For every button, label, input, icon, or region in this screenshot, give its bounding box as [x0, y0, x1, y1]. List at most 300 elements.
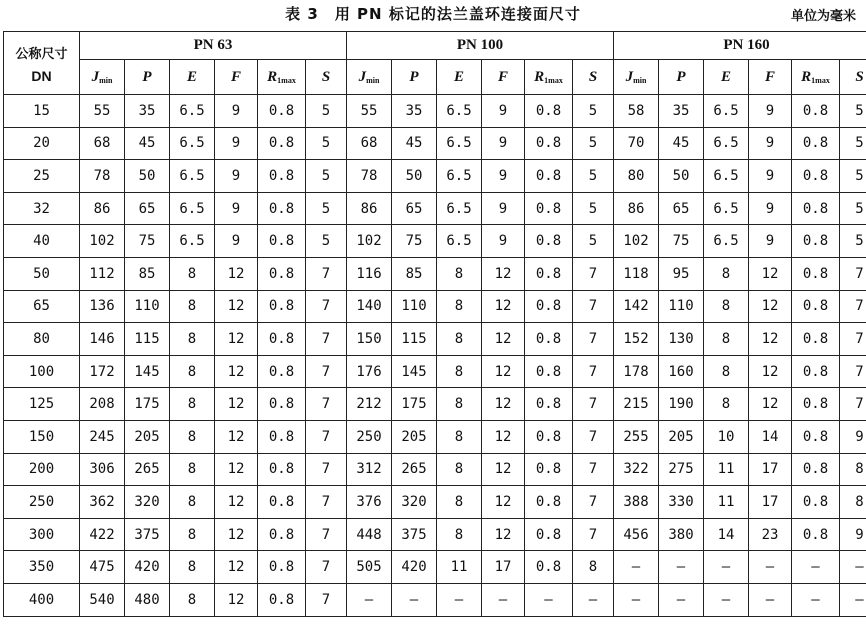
value-cell: 376: [347, 486, 392, 519]
dn-cell: 300: [4, 518, 80, 551]
value-cell: 110: [392, 290, 437, 323]
column-header-p-g3: [659, 60, 704, 95]
value-cell: 12: [749, 355, 792, 388]
table-row: [4, 290, 866, 323]
value-cell: 7: [306, 257, 347, 290]
value-cell: 6.5: [170, 225, 215, 258]
value-cell: 7: [306, 388, 347, 421]
value-cell: 0.8: [792, 127, 840, 160]
value-cell: 0.8: [792, 355, 840, 388]
value-cell: 7: [573, 518, 614, 551]
value-cell: 8: [170, 486, 215, 519]
value-cell: 0.8: [792, 192, 840, 225]
value-cell: 5: [573, 225, 614, 258]
value-cell: 116: [347, 257, 392, 290]
value-cell: 11: [437, 551, 482, 584]
value-cell: —: [392, 583, 437, 616]
value-cell: 420: [392, 551, 437, 584]
column-header-row: [4, 60, 866, 95]
column-header-e-g3: [704, 60, 749, 95]
flange-dimension-table: [3, 31, 866, 617]
table-row: [4, 453, 866, 486]
value-cell: 118: [614, 257, 659, 290]
value-cell: 375: [125, 518, 170, 551]
column-header-j-min-g1: [80, 60, 125, 95]
value-cell: 456: [614, 518, 659, 551]
value-cell: 250: [347, 420, 392, 453]
value-cell: 78: [347, 160, 392, 193]
column-header-s-g2: [573, 60, 614, 95]
value-cell: 8: [840, 486, 866, 519]
dn-cell: 350: [4, 551, 80, 584]
value-cell: 0.8: [792, 95, 840, 128]
value-cell: 8: [704, 323, 749, 356]
value-cell: 362: [80, 486, 125, 519]
value-cell: 112: [80, 257, 125, 290]
column-symbol: E: [720, 68, 731, 85]
value-cell: 265: [392, 453, 437, 486]
dn-cell: 65: [4, 290, 80, 323]
value-cell: 9: [749, 160, 792, 193]
value-cell: 255: [614, 420, 659, 453]
value-cell: 190: [659, 388, 704, 421]
value-cell: 6.5: [170, 160, 215, 193]
column-symbol: F: [230, 68, 241, 85]
value-cell: 6.5: [437, 160, 482, 193]
value-cell: 0.8: [525, 127, 573, 160]
column-symbol: R: [801, 68, 812, 85]
table-row: [4, 225, 866, 258]
value-cell: 505: [347, 551, 392, 584]
value-cell: 7: [840, 257, 866, 290]
value-cell: 0.8: [258, 486, 306, 519]
value-cell: 12: [215, 257, 258, 290]
value-cell: —: [749, 583, 792, 616]
value-cell: 102: [80, 225, 125, 258]
value-cell: 0.8: [792, 518, 840, 551]
value-cell: —: [614, 551, 659, 584]
value-cell: 8: [437, 453, 482, 486]
value-cell: 0.8: [258, 518, 306, 551]
nominal-size-header: [4, 32, 80, 95]
value-cell: 102: [347, 225, 392, 258]
value-cell: 7: [840, 290, 866, 323]
value-cell: 12: [215, 486, 258, 519]
value-cell: 7: [306, 453, 347, 486]
value-cell: 9: [840, 420, 866, 453]
value-cell: 12: [215, 355, 258, 388]
dn-cell: 250: [4, 486, 80, 519]
value-cell: 8: [704, 290, 749, 323]
table-row: [4, 551, 866, 584]
value-cell: —: [840, 583, 866, 616]
value-cell: 6.5: [437, 225, 482, 258]
value-cell: 7: [306, 583, 347, 616]
nominal-size-code: DN: [31, 67, 52, 84]
value-cell: 12: [215, 290, 258, 323]
value-cell: —: [437, 583, 482, 616]
value-cell: 12: [215, 420, 258, 453]
value-cell: 0.8: [525, 551, 573, 584]
value-cell: 110: [659, 290, 704, 323]
value-cell: 7: [840, 355, 866, 388]
value-cell: 86: [80, 192, 125, 225]
value-cell: 12: [482, 323, 525, 356]
table-row: [4, 160, 866, 193]
value-cell: 12: [482, 355, 525, 388]
value-cell: 8: [704, 257, 749, 290]
value-cell: 475: [80, 551, 125, 584]
value-cell: 275: [659, 453, 704, 486]
value-cell: 0.8: [525, 323, 573, 356]
column-symbol: F: [497, 68, 508, 85]
value-cell: 110: [125, 290, 170, 323]
value-cell: 130: [659, 323, 704, 356]
column-header-j-min-g3: [614, 60, 659, 95]
value-cell: 178: [614, 355, 659, 388]
column-symbol: E: [186, 68, 197, 85]
value-cell: 0.8: [258, 583, 306, 616]
value-cell: 205: [659, 420, 704, 453]
column-symbol: E: [453, 68, 464, 85]
value-cell: 5: [840, 127, 866, 160]
dn-cell: 150: [4, 420, 80, 453]
column-header-f-g3: [749, 60, 792, 95]
value-cell: 7: [306, 323, 347, 356]
column-symbol: R: [267, 68, 278, 85]
value-cell: 8: [170, 290, 215, 323]
value-cell: 9: [482, 192, 525, 225]
value-cell: 55: [80, 95, 125, 128]
value-cell: 176: [347, 355, 392, 388]
value-cell: 5: [306, 225, 347, 258]
column-header-s-g1: [306, 60, 347, 95]
value-cell: 0.8: [525, 420, 573, 453]
value-cell: 6.5: [170, 95, 215, 128]
value-cell: 9: [215, 160, 258, 193]
column-header-p-g2: [392, 60, 437, 95]
value-cell: 175: [125, 388, 170, 421]
value-cell: —: [704, 551, 749, 584]
column-subscript: 1max: [811, 75, 830, 85]
value-cell: 0.8: [525, 192, 573, 225]
value-cell: 9: [840, 518, 866, 551]
column-header-f-g1: [215, 60, 258, 95]
dn-cell: 80: [4, 323, 80, 356]
value-cell: 9: [215, 225, 258, 258]
value-cell: 0.8: [258, 225, 306, 258]
value-cell: 0.8: [792, 225, 840, 258]
value-cell: 375: [392, 518, 437, 551]
value-cell: 0.8: [525, 257, 573, 290]
value-cell: 172: [80, 355, 125, 388]
value-cell: 175: [392, 388, 437, 421]
column-subscript: min: [366, 75, 380, 85]
value-cell: 7: [306, 551, 347, 584]
value-cell: 8: [170, 355, 215, 388]
value-cell: 422: [80, 518, 125, 551]
column-symbol: J: [91, 68, 100, 85]
value-cell: 215: [614, 388, 659, 421]
value-cell: 5: [573, 192, 614, 225]
value-cell: 0.8: [792, 160, 840, 193]
value-cell: —: [614, 583, 659, 616]
value-cell: 12: [482, 453, 525, 486]
table-row: [4, 323, 866, 356]
value-cell: 17: [749, 486, 792, 519]
value-cell: —: [704, 583, 749, 616]
value-cell: 5: [840, 192, 866, 225]
value-cell: 8: [573, 551, 614, 584]
table-row: [4, 518, 866, 551]
table-row: [4, 257, 866, 290]
value-cell: 8: [170, 453, 215, 486]
value-cell: 136: [80, 290, 125, 323]
column-symbol: S: [321, 68, 331, 85]
value-cell: 11: [704, 453, 749, 486]
value-cell: 12: [749, 388, 792, 421]
value-cell: 65: [392, 192, 437, 225]
value-cell: 7: [306, 518, 347, 551]
value-cell: —: [659, 551, 704, 584]
group-header-pn160: PN 160: [614, 32, 866, 60]
value-cell: 70: [614, 127, 659, 160]
value-cell: 65: [125, 192, 170, 225]
value-cell: 80: [614, 160, 659, 193]
value-cell: 8: [437, 290, 482, 323]
value-cell: 12: [749, 257, 792, 290]
value-cell: 50: [392, 160, 437, 193]
value-cell: 68: [80, 127, 125, 160]
column-header-f-g2: [482, 60, 525, 95]
column-symbol: P: [676, 68, 686, 85]
column-symbol: R: [534, 68, 545, 85]
value-cell: 0.8: [792, 257, 840, 290]
value-cell: —: [749, 551, 792, 584]
value-cell: 0.8: [258, 192, 306, 225]
value-cell: 6.5: [704, 192, 749, 225]
value-cell: 152: [614, 323, 659, 356]
column-header-p-g1: [125, 60, 170, 95]
value-cell: 145: [125, 355, 170, 388]
value-cell: 7: [573, 290, 614, 323]
value-cell: —: [659, 583, 704, 616]
value-cell: 6.5: [170, 127, 215, 160]
column-header-r-1max-g3: [792, 60, 840, 95]
value-cell: 78: [80, 160, 125, 193]
value-cell: 9: [482, 160, 525, 193]
value-cell: 160: [659, 355, 704, 388]
value-cell: 6.5: [437, 192, 482, 225]
value-cell: 8: [170, 551, 215, 584]
dn-cell: 50: [4, 257, 80, 290]
value-cell: 7: [573, 323, 614, 356]
value-cell: 420: [125, 551, 170, 584]
value-cell: 8: [170, 583, 215, 616]
table-row: [4, 192, 866, 225]
value-cell: 140: [347, 290, 392, 323]
value-cell: 17: [749, 453, 792, 486]
value-cell: 8: [437, 323, 482, 356]
dn-cell: 125: [4, 388, 80, 421]
value-cell: 0.8: [792, 290, 840, 323]
value-cell: 5: [306, 192, 347, 225]
value-cell: 0.8: [792, 486, 840, 519]
value-cell: 245: [80, 420, 125, 453]
value-cell: 23: [749, 518, 792, 551]
value-cell: 448: [347, 518, 392, 551]
value-cell: 85: [125, 257, 170, 290]
value-cell: 320: [392, 486, 437, 519]
value-cell: 115: [392, 323, 437, 356]
table-row: [4, 388, 866, 421]
value-cell: 6.5: [704, 225, 749, 258]
value-cell: 12: [215, 388, 258, 421]
value-cell: 14: [704, 518, 749, 551]
dn-cell: 15: [4, 95, 80, 128]
column-header-r-1max-g1: [258, 60, 306, 95]
value-cell: 0.8: [258, 453, 306, 486]
value-cell: 0.8: [258, 95, 306, 128]
value-cell: 312: [347, 453, 392, 486]
column-header-e-g1: [170, 60, 215, 95]
value-cell: —: [573, 583, 614, 616]
value-cell: 12: [482, 518, 525, 551]
column-symbol: S: [855, 68, 864, 85]
value-cell: 0.8: [258, 355, 306, 388]
value-cell: 0.8: [792, 323, 840, 356]
value-cell: 9: [749, 192, 792, 225]
value-cell: 0.8: [792, 388, 840, 421]
value-cell: 5: [306, 127, 347, 160]
value-cell: 208: [80, 388, 125, 421]
column-subscript: 1max: [544, 75, 563, 85]
value-cell: 7: [306, 420, 347, 453]
value-cell: 12: [215, 518, 258, 551]
value-cell: 7: [840, 388, 866, 421]
value-cell: 8: [170, 420, 215, 453]
value-cell: 8: [704, 388, 749, 421]
dn-cell: 25: [4, 160, 80, 193]
value-cell: 7: [573, 355, 614, 388]
value-cell: 205: [125, 420, 170, 453]
value-cell: 7: [573, 388, 614, 421]
column-subscript: 1max: [277, 75, 296, 85]
value-cell: 12: [482, 290, 525, 323]
value-cell: 9: [749, 127, 792, 160]
value-cell: 146: [80, 323, 125, 356]
value-cell: 68: [347, 127, 392, 160]
value-cell: 540: [80, 583, 125, 616]
value-cell: 0.8: [525, 225, 573, 258]
value-cell: 8: [170, 518, 215, 551]
value-cell: 9: [482, 225, 525, 258]
value-cell: 12: [749, 290, 792, 323]
value-cell: 5: [840, 160, 866, 193]
value-cell: 45: [659, 127, 704, 160]
value-cell: 7: [306, 290, 347, 323]
dn-cell: 200: [4, 453, 80, 486]
value-cell: 5: [306, 95, 347, 128]
value-cell: 5: [306, 160, 347, 193]
group-header-pn100: PN 100: [347, 32, 614, 60]
value-cell: 9: [749, 95, 792, 128]
value-cell: 145: [392, 355, 437, 388]
value-cell: 0.8: [525, 290, 573, 323]
column-header-r-1max-g2: [525, 60, 573, 95]
value-cell: 8: [840, 453, 866, 486]
value-cell: 7: [573, 257, 614, 290]
value-cell: 75: [392, 225, 437, 258]
value-cell: 7: [573, 453, 614, 486]
value-cell: 8: [437, 257, 482, 290]
value-cell: 0.8: [525, 160, 573, 193]
value-cell: 95: [659, 257, 704, 290]
value-cell: 8: [437, 518, 482, 551]
value-cell: 12: [749, 323, 792, 356]
dn-cell: 20: [4, 127, 80, 160]
value-cell: 265: [125, 453, 170, 486]
value-cell: 5: [573, 160, 614, 193]
value-cell: 0.8: [525, 388, 573, 421]
table-row: [4, 355, 866, 388]
column-symbol: J: [625, 68, 634, 85]
value-cell: 75: [125, 225, 170, 258]
value-cell: 6.5: [437, 95, 482, 128]
value-cell: 0.8: [258, 160, 306, 193]
value-cell: 14: [749, 420, 792, 453]
value-cell: 6.5: [437, 127, 482, 160]
value-cell: 380: [659, 518, 704, 551]
value-cell: 55: [347, 95, 392, 128]
column-header-j-min-g2: [347, 60, 392, 95]
value-cell: 35: [659, 95, 704, 128]
value-cell: 5: [840, 225, 866, 258]
dn-cell: 32: [4, 192, 80, 225]
value-cell: 65: [659, 192, 704, 225]
value-cell: 6.5: [704, 95, 749, 128]
value-cell: 322: [614, 453, 659, 486]
table-body: [4, 95, 866, 617]
table-row: [4, 95, 866, 128]
value-cell: 12: [482, 388, 525, 421]
table-row: [4, 420, 866, 453]
value-cell: 12: [215, 323, 258, 356]
value-cell: 142: [614, 290, 659, 323]
table-row: [4, 583, 866, 616]
dn-cell: 400: [4, 583, 80, 616]
value-cell: 330: [659, 486, 704, 519]
value-cell: 8: [437, 388, 482, 421]
value-cell: 9: [749, 225, 792, 258]
column-symbol: F: [764, 68, 775, 85]
value-cell: 8: [170, 388, 215, 421]
value-cell: 35: [392, 95, 437, 128]
value-cell: 12: [215, 453, 258, 486]
column-header-s-g3: [840, 60, 866, 95]
value-cell: 85: [392, 257, 437, 290]
value-cell: 115: [125, 323, 170, 356]
table-caption: [0, 0, 866, 28]
value-cell: 212: [347, 388, 392, 421]
value-cell: 306: [80, 453, 125, 486]
value-cell: —: [792, 583, 840, 616]
value-cell: 5: [573, 127, 614, 160]
value-cell: 9: [215, 127, 258, 160]
value-cell: 0.8: [525, 486, 573, 519]
value-cell: 9: [482, 95, 525, 128]
value-cell: 0.8: [258, 323, 306, 356]
